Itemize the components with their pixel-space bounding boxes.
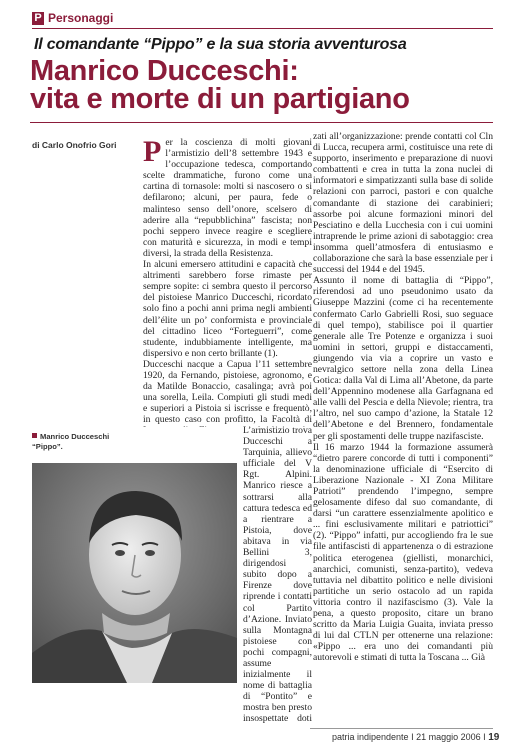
footer-date: 21 maggio 2006 — [416, 732, 481, 742]
paragraph: Assunto il nome di battaglia di “Pippo”, riferendosi ad uno pseudonimo usato da Giuseppe Mazzini (come ci ha recentemente confermato Carlo Gabrielli Rosi, suo seguace di quel tempo), stabilisce poi il quartier generale alle Tre Potenze e organizza i suoi uomini in settori, gruppi e distaccamenti, giungendo via via a coprire un vasto e nevralgico settore nella zona della Linea Gotica: dalla Val di Lima all’Abetone, da parte dell’Appennino modenese alla Garfagnana ed alle valli del Pescia e della Nievole; rientra, tra l’altro, nel suo campo d’azione, la Statale 12 dell’Abetone e del Brennero, fondamentale per gli spostamenti delle truppe nazifasciste. — [313, 275, 493, 442]
paragraph: L’armistizio trova Ducceschi a Tarquinia, allievo ufficiale del V Rgt. Alpini. Manrico riesce a sottrarsi alla cattura tedesca ed a rientrare a Pistoia, dove abitava in via Bellini 3, dirigendosi subito dopo a Firenze dove riprende i contatti col Partito d’Azione. Inviato sulla Montagna pistoiese con pochi compagni, assume inizialmente il nome di battaglia di “Pontito” e mostra ben presto insospettate doti — [243, 425, 312, 725]
paragraph — [143, 137, 312, 259]
section-mark: P — [32, 12, 44, 25]
paragraph: Il 16 marzo 1944 la formazione assumerà “dietro parere concorde di tutti i componenti” la denominazione ufficiale di “Esercito di Liberazione Nazionale - XI Zona Militare Patrioti” prendendo l’impegno, sempre gelosamente difeso dal suo comandante, di darsi “un carattere essenzialmente apolitico e ... fini esclusivamente militari e patriottici” (2). “Pippo” infatti, pur accogliendo fra le sue file antifascisti di appartenenza o di estrazione politica eterogenea (giellisti, monarchici, anarchici, comunisti, senza-partito), vedeva tuttavia nel dibattito politico e nelle divisioni partitiche un serio ostacolo ad un rapida vittoria contro il nazifascismo (3). Vale la pena, a questo proposito, citare un brano scritto da Maria Luigia Guaita, inviata presso di lui dal CTLN per ottenerne una relazione: «Pippo ... era uno dei comandanti più autorevoli e stimati di tutta la Toscana ... Già — [313, 441, 493, 664]
footer-publication: patria indipendente — [332, 732, 409, 742]
paragraph: In alcuni emersero attitudini e capacità che altrimenti sarebbero forse rimaste per sempre sopite: ci sembra questo il percorso del pistoiese Manrico Ducceschi, ricordato solo fino a pochi anni prima negli ambienti dell’élite un po’ conformista e provinciale del cittadino liceo “Forteguerri”, come studente, indubbiamente intelligente, ma dispersivo e non certo brillante (1). — [143, 259, 312, 359]
footer-rule — [310, 728, 493, 729]
byline: di Carlo Onofrio Gori — [32, 140, 117, 150]
caption-square-icon — [32, 433, 37, 438]
headline — [30, 57, 500, 113]
drop-cap: P — [143, 137, 162, 168]
paragraph: zati all’organizzazione: prende contatti col Cln di Lucca, recupera armi, costituisce una rete di supporto, inserimento e preparazione di nuovi combattenti e crea in tutta la zona nuclei di informatori e simpatizzanti sulla base di solide relazioni con parroci, pastori e con qualche comandante di stazione dei carabinieri; assorbe poi alcune formazioni minori del Pesciatino e della Lucchesia con i cui uomini intraprende le prime azioni di sabotaggio: crea insomma quell’atmosfera di entusiasmo e collaborazione che sarà la base essenziale per i successi del 1944 e del 1945. — [313, 131, 493, 276]
footer-separator: I — [411, 732, 417, 742]
paragraph: Ducceschi nacque a Capua l’11 settembre 1920, da Fernando, pistoiese, agronomo, e da Matilde Bonaccio, casalinga; avrà poi una sorella, Leila. Compiuti gli studi medi e superiori a Pistoia si iscrisse e frequentò, in questo caso con profitto, la Facoltà di — [143, 358, 312, 426]
top-rule — [32, 28, 493, 29]
section-label: Personaggi — [48, 11, 114, 25]
page-footer — [332, 732, 499, 743]
page-number: 19 — [488, 732, 500, 743]
article-column-1 — [143, 137, 312, 427]
photo-wrap-spacer — [143, 425, 243, 725]
headline-line-2: vita e morte di un partigiano — [30, 83, 410, 115]
headline-rule — [30, 122, 493, 123]
footer-separator: I — [483, 732, 489, 742]
article-column-2 — [313, 131, 493, 723]
paragraph-text: er la coscienza di molti giovani l’armistizio dell’8 settembre 1943 e l’occupazione tedesca, comportando scelte drammatiche, furono come una cartina di tornasole: molti si nascosero o si defilarono; alcuni, per paura, fede o malinteso senso dell’onore, scelsero di aderire alla “repubblichina” fascista; non pochi seppero invece reagire e scegliere con maturità e sicurezza, in modi e tempi diversi, la strada della Resistenza. — [143, 137, 312, 259]
photo-caption — [32, 432, 142, 451]
article-column-1-lower — [143, 425, 312, 725]
caption-text: Manrico Ducceschi “Pippo”. — [32, 432, 110, 451]
kicker: Il comandante “Pippo” e la sua storia avventurosa — [34, 36, 407, 53]
headline-line-1: Manrico Ducceschi: — [30, 55, 299, 87]
